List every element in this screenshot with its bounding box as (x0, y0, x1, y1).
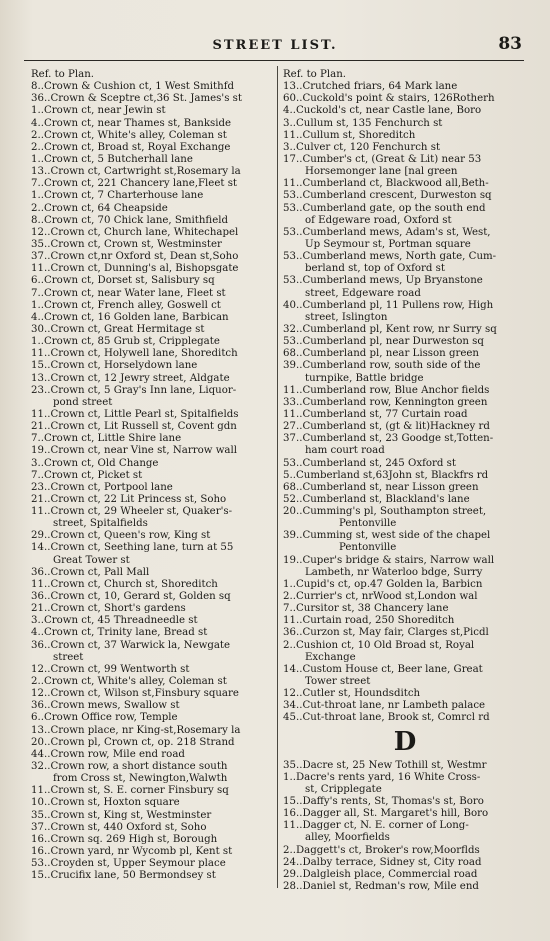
street-entry: 19..Crown ct, near Vine st, Narrow wall (31, 445, 237, 457)
street-entry: 6..Crown Office row, Temple (31, 712, 178, 724)
ref-to-plan-label: Ref. to Plan. (283, 69, 347, 80)
street-entry: 37..Crown st, 440 Oxford st, Soho (31, 821, 207, 833)
street-entry: 53..Cumberland gate, op the south end (283, 202, 486, 214)
street-entry: 8..Crown ct, 70 Chick lane, Smithfield (31, 214, 229, 226)
street-entry: 11..Crown ct, Church st, Shoreditch (31, 578, 218, 590)
street-entry: 21..Crown ct, Short's gardens (31, 603, 186, 615)
street-entry: 2..Currier's ct, nrWood st,London wal (283, 591, 478, 603)
street-entry: 15..Daffy's rents, St, Thomas's st, Boro (283, 796, 484, 808)
street-entry: 15..Crown ct, Horselydown lane (31, 360, 198, 372)
entry-continuation: Lambeth, nr Waterloo bdge, Surry (305, 566, 483, 578)
street-entry: 35..Crown st, King st, Westminster (31, 809, 212, 821)
street-entry: 13..Crown place, nr King-st,Rosemary la (31, 724, 241, 736)
street-entry: 21..Crown ct, Lit Russell st, Covent gdn (31, 421, 237, 433)
street-entry: 36..Crown ct, 10, Gerard st, Golden sq (31, 591, 231, 603)
entry-continuation: Great Tower st (53, 554, 130, 566)
street-entry: 11..Cumberland ct, Blackwood all,Beth- (283, 178, 489, 190)
street-entry: 23..Crown ct, 5 Gray's Inn lane, Liquor- (31, 384, 237, 396)
street-entry: 12..Cutler st, Houndsditch (283, 688, 421, 700)
street-entry: 11..Cullum st, Shoreditch (283, 129, 416, 141)
street-entry: 35..Crown ct, Crown st, Westminster (31, 238, 222, 250)
street-entry: 2..Crown ct, White's alley, Coleman st (31, 676, 227, 688)
street-entry: 11..Crown ct, Little Pearl st, Spitalfields (31, 408, 239, 420)
street-entry: 11..Crown ct, 29 Wheeler st, Quaker's- (31, 506, 233, 518)
street-entry: 11..Dagger ct, N. E. corner of Long- (283, 820, 469, 832)
street-entry: 29..Dalgleish place, Commercial road (283, 868, 478, 880)
section-letter: D (393, 726, 417, 757)
street-entry: 1..Crown ct, 85 Grub st, Cripplegate (31, 336, 220, 348)
street-entry: 34..Cut-throat lane, nr Lambeth palace (283, 700, 486, 712)
street-entry: 3..Cullum st, 135 Fenchurch st (283, 117, 443, 129)
street-entry: 2..Daggett's ct, Broker's row,Moorflds (283, 844, 480, 856)
street-entry: 39..Cumberland row, south side of the (283, 360, 481, 372)
entry-continuation: street (53, 651, 84, 663)
street-entry: 53..Cumberland mews, Up Bryanstone (283, 275, 483, 287)
street-entry: 16..Crown yard, nr Wycomb pl, Kent st (31, 846, 233, 857)
street-entry: 37..Crown ct,nr Oxford st, Dean st,Soho (31, 251, 239, 263)
street-entry: 40..Cumberland pl, 11 Pullens row, High (283, 299, 494, 311)
street-entry: 60..Cuckold's point & stairs, 126Rotherh (283, 93, 495, 105)
entry-continuation: pond street (53, 396, 113, 408)
street-entry: 24..Dalby terrace, Sidney st, City road (283, 856, 482, 868)
street-entry: 1..Dacre's rents yard, 16 White Cross- (283, 771, 481, 783)
street-entry: 36..Crown ct, 37 Warwick la, Newgate (31, 639, 231, 651)
street-entry: 28..Daniel st, Redman's row, Mile end (283, 881, 479, 892)
entry-continuation: street, Edgeware road (305, 287, 421, 299)
street-entry: 13..Crown ct, 12 Jewry street, Aldgate (31, 372, 230, 384)
street-entry: 11..Curtain road, 250 Shoreditch (283, 615, 455, 627)
column-divider (277, 66, 278, 888)
street-entry: 7..Crown ct, Picket st (31, 469, 143, 481)
entry-continuation: from Cross st, Newington,Walwth (53, 773, 228, 785)
entry-continuation: street, Spitalfields (53, 518, 148, 530)
entry-continuation: Pentonville (339, 542, 397, 554)
page-number: 83 (498, 34, 522, 54)
street-entry: 11..Cumberland row, Blue Anchor fields (283, 384, 490, 396)
entry-continuation: Exchange (305, 651, 356, 663)
entry-continuation: Up Seymour st, Portman square (305, 238, 471, 250)
street-entry: 15..Crucifix lane, 50 Bermondsey st (31, 870, 216, 882)
street-entry: 2..Crown ct, Broad st, Royal Exchange (31, 141, 231, 153)
street-entry: 11..Cumberland st, 77 Curtain road (283, 408, 468, 420)
street-entry: 6..Crown ct, Dorset st, Salisbury sq (31, 275, 215, 287)
entry-continuation: Horsemonger lane [nal green (305, 166, 458, 178)
street-entry: 20..Cumming's pl, Southampton street, (283, 506, 487, 518)
street-entry: 17..Cumber's ct, (Great & Lit) near 53 (283, 153, 482, 165)
street-entry: 53..Cumberland mews, North gate, Cum- (283, 251, 497, 263)
street-entry: 13..Crown ct, Cartwright st,Rosemary la (31, 166, 241, 178)
street-entry: 1..Crown ct, 5 Butcherhall lane (31, 153, 193, 165)
street-entry: 1..Cupid's ct, op.47 Golden la, Barbicn (283, 578, 483, 590)
street-entry: 13..Crutched friars, 64 Mark lane (283, 81, 458, 93)
right-column (283, 69, 527, 893)
header-rule (24, 60, 524, 61)
entry-continuation: Tower street (305, 676, 371, 688)
street-entry: 14..Custom House ct, Beer lane, Great (283, 663, 483, 675)
street-entry: 14..Crown ct, Seething lane, turn at 55 (31, 542, 234, 554)
street-entry: 36..Curzon st, May fair, Clarges st,Picdl (283, 627, 489, 639)
street-entry: 45..Cut-throat lane, Brook st, Comrcl rd (283, 712, 490, 724)
street-entry: 32..Crown row, a short distance south (31, 761, 228, 773)
right-column-c-entries (283, 69, 527, 725)
street-entry: 8..Crown & Cushion ct, 1 West Smithfd (31, 81, 234, 93)
street-entry: 2..Cushion ct, 10 Old Broad st, Royal (283, 639, 475, 651)
ref-to-plan-label: Ref. to Plan. (31, 69, 95, 80)
street-entry: 11..Crown st, S. E. corner Finsbury sq (31, 785, 229, 797)
street-entry: 20..Crown pl, Crown ct, op. 218 Strand (31, 736, 235, 748)
street-entry: 7..Crown ct, near Water lane, Fleet st (31, 287, 226, 299)
street-entry: 39..Cumming st, west side of the chapel (283, 530, 491, 542)
street-entry: 29..Crown ct, Queen's row, King st (31, 530, 211, 542)
entry-continuation: berland st, top of Oxford st (305, 263, 445, 275)
street-entry: 23..Crown ct, Portpool lane (31, 481, 173, 493)
right-column-d-entries (283, 760, 527, 894)
street-entry: 2..Crown ct, White's alley, Coleman st (31, 129, 227, 141)
entry-continuation: alley, Moorfields (305, 832, 390, 844)
street-entry: 11..Crown ct, Holywell lane, Shoreditch (31, 348, 238, 360)
street-entry: 36..Crown mews, Swallow st (31, 700, 180, 712)
street-entry: 44..Crown row, Mile end road (31, 748, 185, 760)
street-entry: 5..Cumberland st,63John st, Blackfrs rd (283, 469, 489, 481)
street-entry: 2..Crown ct, 64 Cheapside (31, 202, 168, 214)
street-entry: 11..Crown ct, Dunning's al, Bishopsgate (31, 263, 239, 275)
street-entry: 7..Cursitor st, 38 Chancery lane (283, 603, 449, 615)
street-entry: 33..Cumberland row, Kennington green (283, 396, 488, 408)
street-entry: 12..Crown ct, Wilson st,Finsbury square (31, 688, 239, 700)
street-entry: 36..Crown ct, Pall Mall (31, 566, 150, 578)
street-entry: 4..Crown ct, near Thames st, Bankside (31, 117, 232, 129)
street-entry: 32..Cumberland pl, Kent row, nr Surry sq (283, 323, 497, 335)
street-entry: 68..Cumberland pl, near Lisson green (283, 348, 479, 360)
entry-continuation: turnpike, Battle bridge (305, 372, 424, 384)
street-entry: 7..Crown ct, Little Shire lane (31, 433, 182, 445)
running-head: STREET LIST. (212, 38, 338, 53)
street-entry: 4..Crown ct, 16 Golden lane, Barbican (31, 311, 229, 323)
street-entry: 35..Dacre st, 25 New Tothill st, Westmr (283, 759, 487, 771)
street-entry: 27..Cumberland st, (gt & lit)Hackney rd (283, 421, 490, 433)
street-entry: 36..Crown & Sceptre ct,36 St. James's st (31, 93, 242, 105)
street-entry: 4..Cuckold's ct, near Castle lane, Boro (283, 105, 482, 117)
street-entry: 7..Crown ct, 221 Chancery lane,Fleet st (31, 178, 238, 190)
street-entry: 3..Crown ct, 45 Threadneedle st (31, 615, 198, 627)
street-entry: 53..Croyden st, Upper Seymour place (31, 858, 226, 870)
street-entry: 68..Cumberland st, near Lisson green (283, 481, 479, 493)
street-entry: 16..Crown sq. 269 High st, Borough (31, 833, 218, 845)
entry-continuation: Pentonville (339, 518, 397, 530)
street-entry: 16..Dagger all, St. Margaret's hill, Boro (283, 808, 489, 820)
street-entry: 53..Cumberland crescent, Durweston sq (283, 190, 492, 202)
street-entry: 37..Cumberland st, 23 Goodge st,Totten- (283, 433, 494, 445)
street-entry: 30..Crown ct, Great Hermitage st (31, 323, 205, 335)
street-entry: 1..Crown ct, near Jewin st (31, 105, 166, 117)
entry-continuation: ham court road (305, 445, 385, 457)
left-column (31, 69, 276, 882)
street-entry: 53..Cumberland pl, near Durweston sq (283, 336, 484, 348)
entry-continuation: of Edgeware road, Oxford st (305, 214, 452, 226)
entry-continuation: street, Islington (305, 311, 388, 323)
street-entry: 21..Crown ct, 22 Lit Princess st, Soho (31, 493, 227, 505)
street-entry: 10..Crown st, Hoxton square (31, 797, 180, 809)
street-entry: 1..Crown ct, French alley, Goswell ct (31, 299, 221, 311)
street-entry: 12..Crown ct, Church lane, Whitechapel (31, 226, 239, 238)
street-entry: 4..Crown ct, Trinity lane, Bread st (31, 627, 208, 639)
street-entry: 3..Culver ct, 120 Fenchurch st (283, 141, 441, 153)
street-entry: 52..Cumberland st, Blackland's lane (283, 493, 470, 505)
street-entry: 1..Crown ct, 7 Charterhouse lane (31, 190, 204, 202)
street-entry: 53..Cumberland mews, Adam's st, West, (283, 226, 491, 238)
entry-continuation: st, Cripplegate (305, 783, 382, 795)
street-entry: 53..Cumberland st, 245 Oxford st (283, 457, 456, 469)
street-entry: 19..Cuper's bridge & stairs, Narrow wall (283, 554, 495, 566)
street-entry: 3..Crown ct, Old Change (31, 457, 159, 469)
street-entry: 12..Crown ct, 99 Wentworth st (31, 663, 190, 675)
